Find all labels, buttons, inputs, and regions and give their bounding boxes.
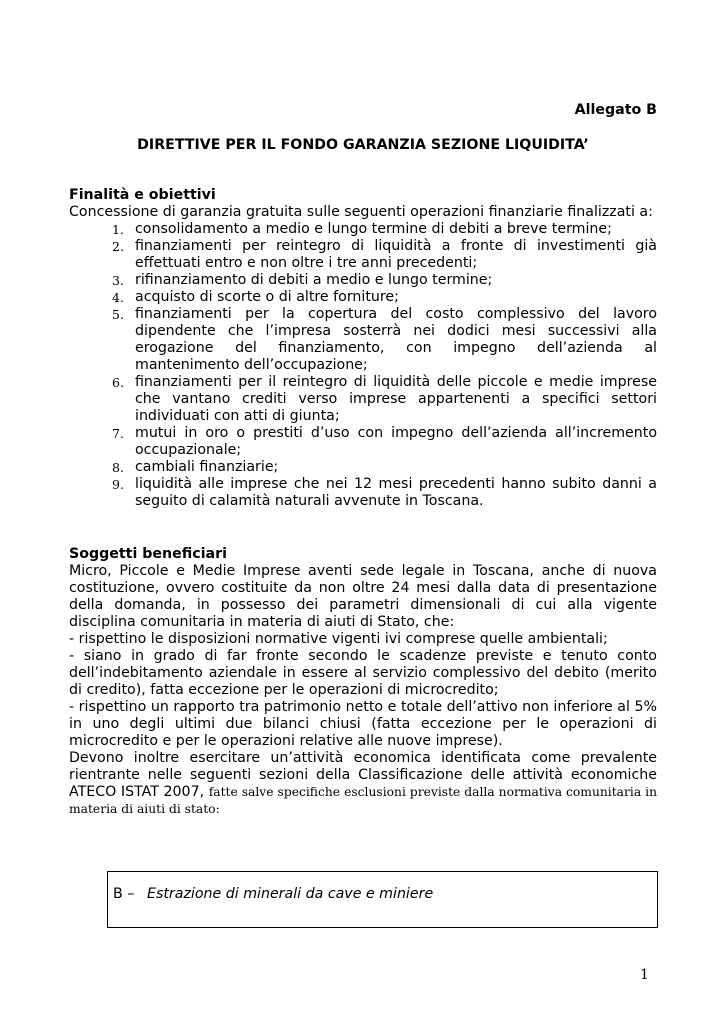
soggetti-bullet-1: - rispettino le disposizioni normative vigenti ivi comprese quelle ambientali; (69, 631, 608, 647)
list-item-text: mutui in oro o prestiti d’uso con impegno dell’azienda all’incremento occupazionale; (135, 425, 657, 458)
finalita-list-item (69, 221, 657, 238)
ateco-section-box (107, 871, 658, 928)
document-title: DIRETTIVE PER IL FONDO GARANZIA SEZIONE LIQUIDITA’ (137, 137, 589, 153)
finalita-heading: Finalità e obiettivi (69, 187, 216, 203)
soggetti-section (69, 546, 657, 818)
finalita-list-item (69, 425, 657, 459)
list-item-number: 3. (112, 273, 124, 288)
finalita-list-item (69, 374, 657, 425)
list-item-number: 4. (112, 290, 124, 305)
soggetti-paragraph-2 (69, 750, 657, 818)
page-number: 1 (640, 967, 649, 983)
list-item-number: 7. (112, 426, 124, 441)
list-item-text: finanziamenti per la copertura del costo complessivo del lavoro dipendente che l’impresa sosterrà nei dodici mesi successivi alla erogazione del finanziamento, con impegno dell’azienda al mantenimento dell’occupazione; (135, 306, 657, 373)
finalita-section (69, 187, 657, 510)
ateco-code: B – (113, 886, 135, 902)
list-item-text: rifinanziamento di debiti a medio e lungo termine; (135, 272, 493, 288)
soggetti-paragraph-2-main: Devono inoltre esercitare un’attività economica identificata come prevalente rientrante nelle seguenti sezioni della Classificazione delle attività economiche ATECO ISTAT 2007, (69, 750, 657, 800)
list-item-text: acquisto di scorte o di altre forniture; (135, 289, 399, 305)
soggetti-paragraph-1: Micro, Piccole e Medie Imprese aventi sede legale in Toscana, anche di nuova costituzione, ovvero costituite da non oltre 24 mesi dalla data di presentazione della domanda, in possesso dei parametri dimensionali di cui alla vigente disciplina comunitaria in materia di aiuti di Stato, che: (69, 563, 657, 630)
list-item-text: finanziamenti per il reintegro di liquidità delle piccole e medie imprese che vantano crediti verso imprese appartenenti a specifici settori individuati con atti di giunta; (135, 374, 657, 424)
finalita-intro: Concessione di garanzia gratuita sulle seguenti operazioni finanziarie finalizzati a: (69, 204, 653, 220)
ateco-description: Estrazione di minerali da cave e miniere (147, 886, 434, 902)
finalita-list-item (69, 306, 657, 374)
list-item-number: 6. (112, 375, 124, 390)
list-item-number: 8. (112, 460, 124, 475)
list-item-text: finanziamenti per reintegro di liquidità a fronte di investimenti già effettuati entro e non oltre i tre anni precedenti; (135, 238, 657, 271)
finalita-list-item (69, 459, 657, 476)
list-item-text: liquidità alle imprese che nei 12 mesi precedenti hanno subito danni a seguito di calamità naturali avvenute in Toscana. (135, 476, 657, 509)
finalita-list-item (69, 289, 657, 306)
finalita-list-item (69, 238, 657, 272)
finalita-list-item (69, 272, 657, 289)
soggetti-heading: Soggetti beneficiari (69, 546, 227, 562)
soggetti-bullet-2: - siano in grado di far fronte secondo le scadenze previste e tenuto conto dell’indebitamento aziendale in essere al servizio complessivo del debito (merito di credito), fatta eccezione per le operazioni di microcredito; (69, 648, 657, 698)
list-item-number: 5. (112, 307, 124, 322)
finalita-list-item (69, 476, 657, 510)
list-item-text: cambiali finanziarie; (135, 459, 279, 475)
finalita-list (69, 221, 657, 510)
list-item-number: 9. (112, 477, 124, 492)
list-item-number: 1. (112, 222, 124, 237)
soggetti-bullet-3: - rispettino un rapporto tra patrimonio netto e totale dell’attivo non inferiore al 5% in uno degli ultimi due bilanci chiusi (fatta eccezione per le operazioni di microcredito e per le operazioni relative alle nuove imprese). (69, 699, 657, 749)
soggetti-paragraph-2-tail: fatte salve specifiche esclusioni previste dalla normativa comunitaria in materia di aiuti di stato: (69, 785, 657, 816)
list-item-text: consolidamento a medio e lungo termine di debiti a breve termine; (135, 221, 612, 237)
list-item-number: 2. (112, 239, 124, 254)
annex-label: Allegato B (574, 102, 657, 118)
